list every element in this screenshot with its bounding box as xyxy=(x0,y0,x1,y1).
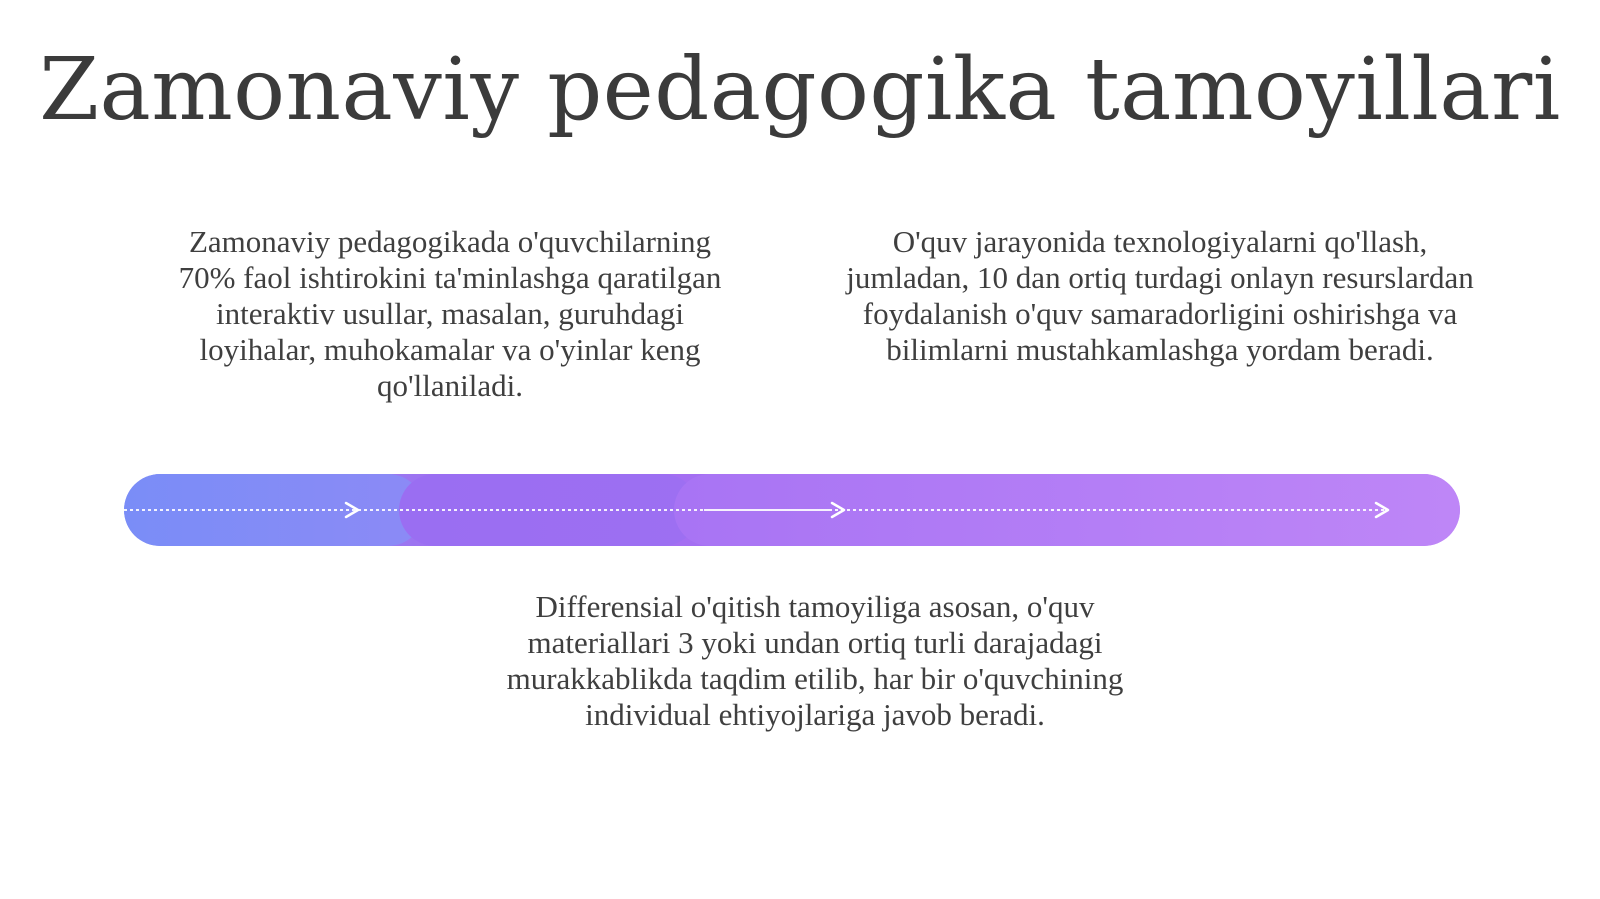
text-block-technology: O'quv jarayonida texnologiyalarni qo'llash, jumladan, 10 dan ortiq turdagi onlayn resurslardan foydalanish o'quv samaradorligini oshirishga va bilimlarni mustahkamlashga yordam beradi. xyxy=(846,224,1474,367)
timeline-line xyxy=(124,474,1460,546)
slide-title: Zamonaviy pedagogika tamoyillari xyxy=(39,40,1561,140)
text-block-differentiated-learning: Differensial o'qitish tamoyiliga asosan, o'quv materiallari 3 yoki undan ortiq turli darajadagi murakkablikda taqdim etilib, har bir o'quvchining individual ehtiyojlariga javob beradi. xyxy=(506,589,1124,732)
timeline-bar xyxy=(124,474,1460,546)
text-block-interactive-methods: Zamonaviy pedagogikada o'quvchilarning 70% faol ishtirokini ta'minlashga qaratilgan interaktiv usullar, masalan, guruhdagi loyihalar, muhokamalar va o'yinlar keng qo'llaniladi. xyxy=(178,224,722,403)
